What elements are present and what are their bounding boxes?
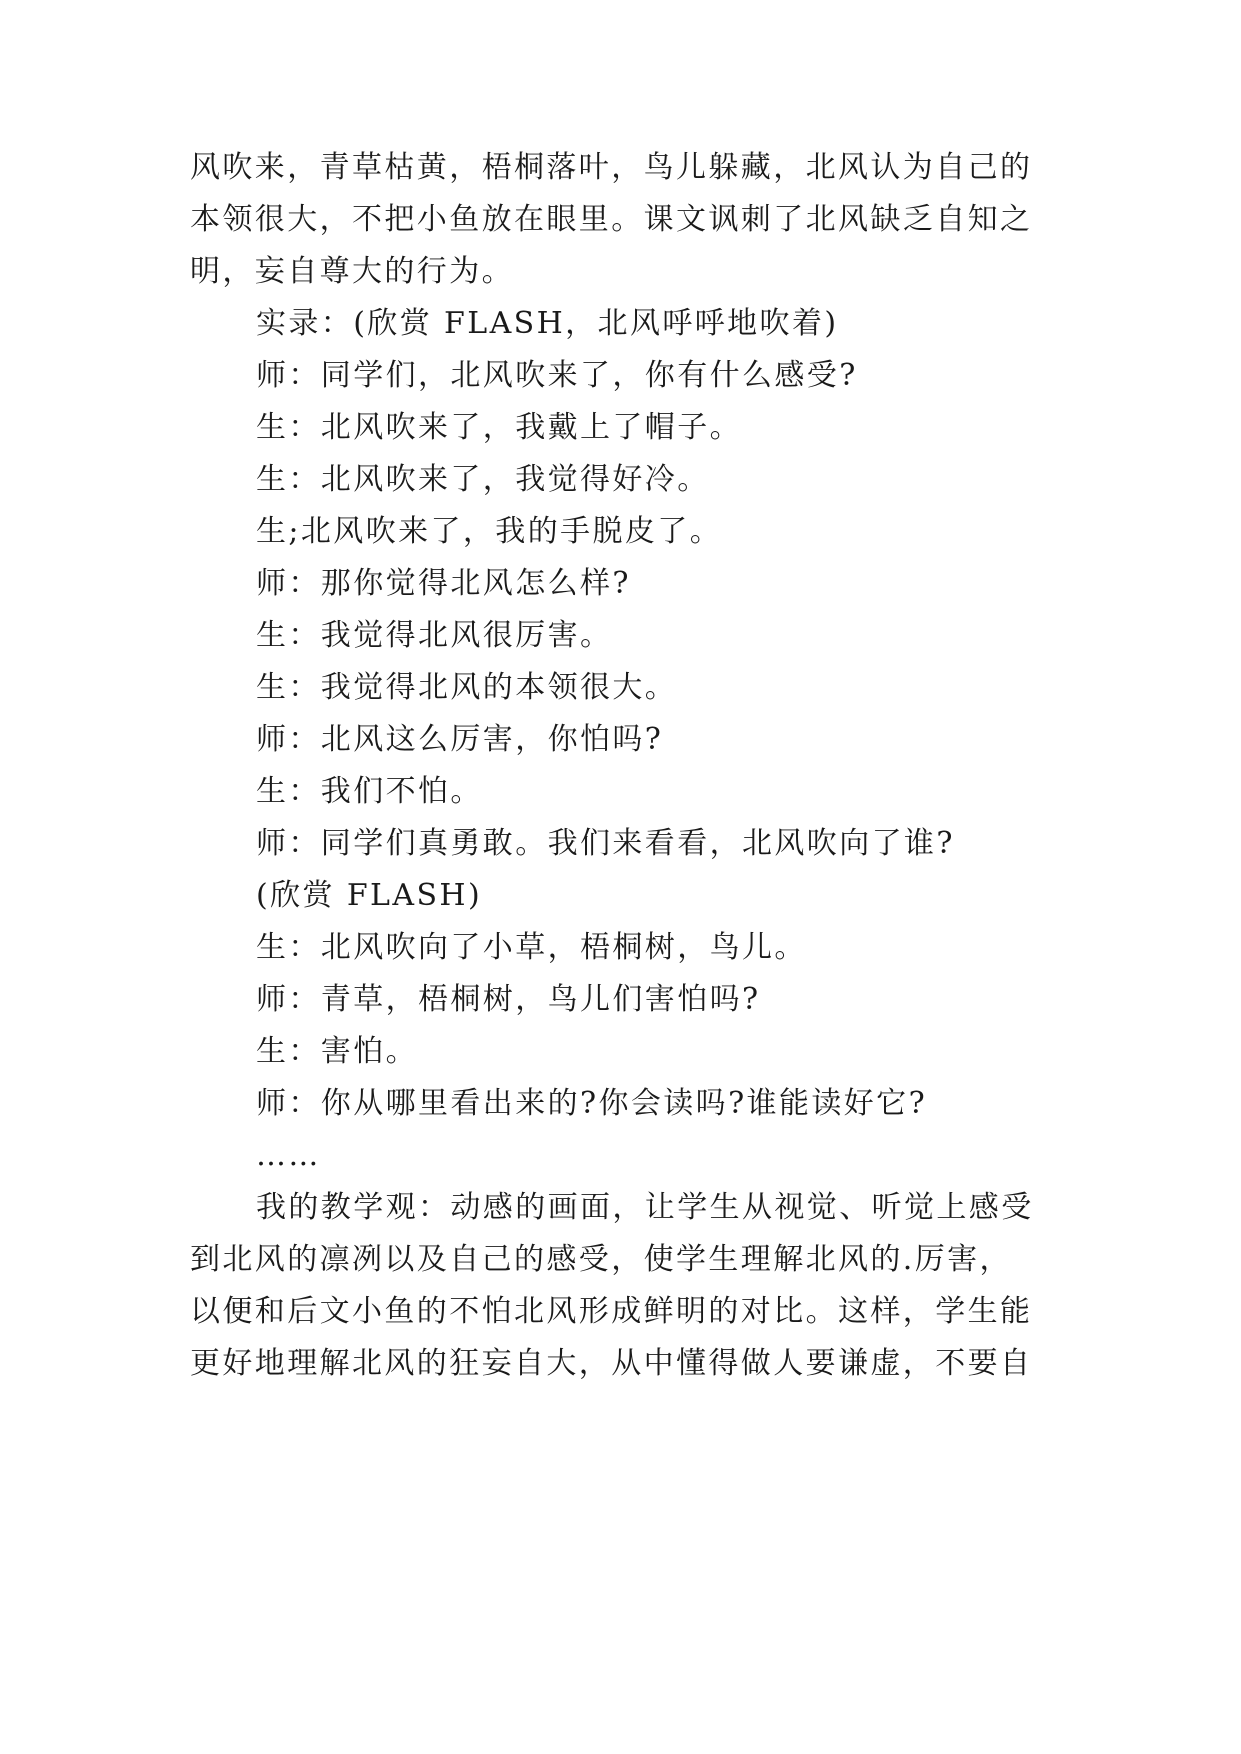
transcript-line: 生：害怕。 [256, 1034, 418, 1069]
intro-line-3: 明，妄自尊大的行为。 [190, 254, 514, 289]
teaching-view-line-4: 更好地理解北风的狂妄自大，从中懂得做人要谦虚，不要自 [190, 1346, 1033, 1381]
transcript-ellipsis: …… [256, 1138, 321, 1173]
intro-line-1: 风吹来，青草枯黄，梧桐落叶，鸟儿躲藏，北风认为自己的 [190, 150, 1033, 185]
transcript-line: 实录：(欣赏 FLASH，北风呼呼地吹着) [256, 306, 839, 341]
transcript-line: 生：北风吹来了，我觉得好冷。 [256, 462, 710, 497]
transcript-line: 师：那你觉得北风怎么样? [256, 566, 631, 601]
transcript-line: 生：我觉得北风的本领很大。 [256, 670, 678, 705]
transcript-line: 生：我觉得北风很厉害。 [256, 618, 613, 653]
teaching-view-line-1: 我的教学观：动感的画面，让学生从视觉、听觉上感受 [256, 1190, 1034, 1225]
transcript-line: 师：同学们，北风吹来了，你有什么感受? [256, 358, 858, 393]
transcript-line: 师：青草，梧桐树，鸟儿们害怕吗? [256, 982, 761, 1017]
transcript-line: 生：我们不怕。 [256, 774, 483, 809]
transcript-line: 生;北风吹来了，我的手脱皮了。 [256, 514, 723, 549]
transcript-line: 生：北风吹来了，我戴上了帽子。 [256, 410, 742, 445]
teaching-view-line-2: 到北风的凛冽以及自己的感受，使学生理解北风的.厉害， [190, 1242, 1012, 1277]
intro-line-2: 本领很大，不把小鱼放在眼里。课文讽刺了北风缺乏自知之 [190, 202, 1033, 237]
document-page [190, 0, 1050, 1754]
transcript-line: 师：同学们真勇敢。我们来看看，北风吹向了谁? [256, 826, 955, 861]
transcript-line: 生：北风吹向了小草，梧桐树，鸟儿。 [256, 930, 807, 965]
transcript-line: (欣赏 FLASH) [256, 878, 483, 913]
transcript-line: 师：你从哪里看出来的?你会读吗?谁能读好它? [256, 1086, 928, 1121]
transcript-line: 师：北风这么厉害，你怕吗? [256, 722, 664, 757]
teaching-view-line-3: 以便和后文小鱼的不怕北风形成鲜明的对比。这样，学生能 [190, 1294, 1033, 1329]
